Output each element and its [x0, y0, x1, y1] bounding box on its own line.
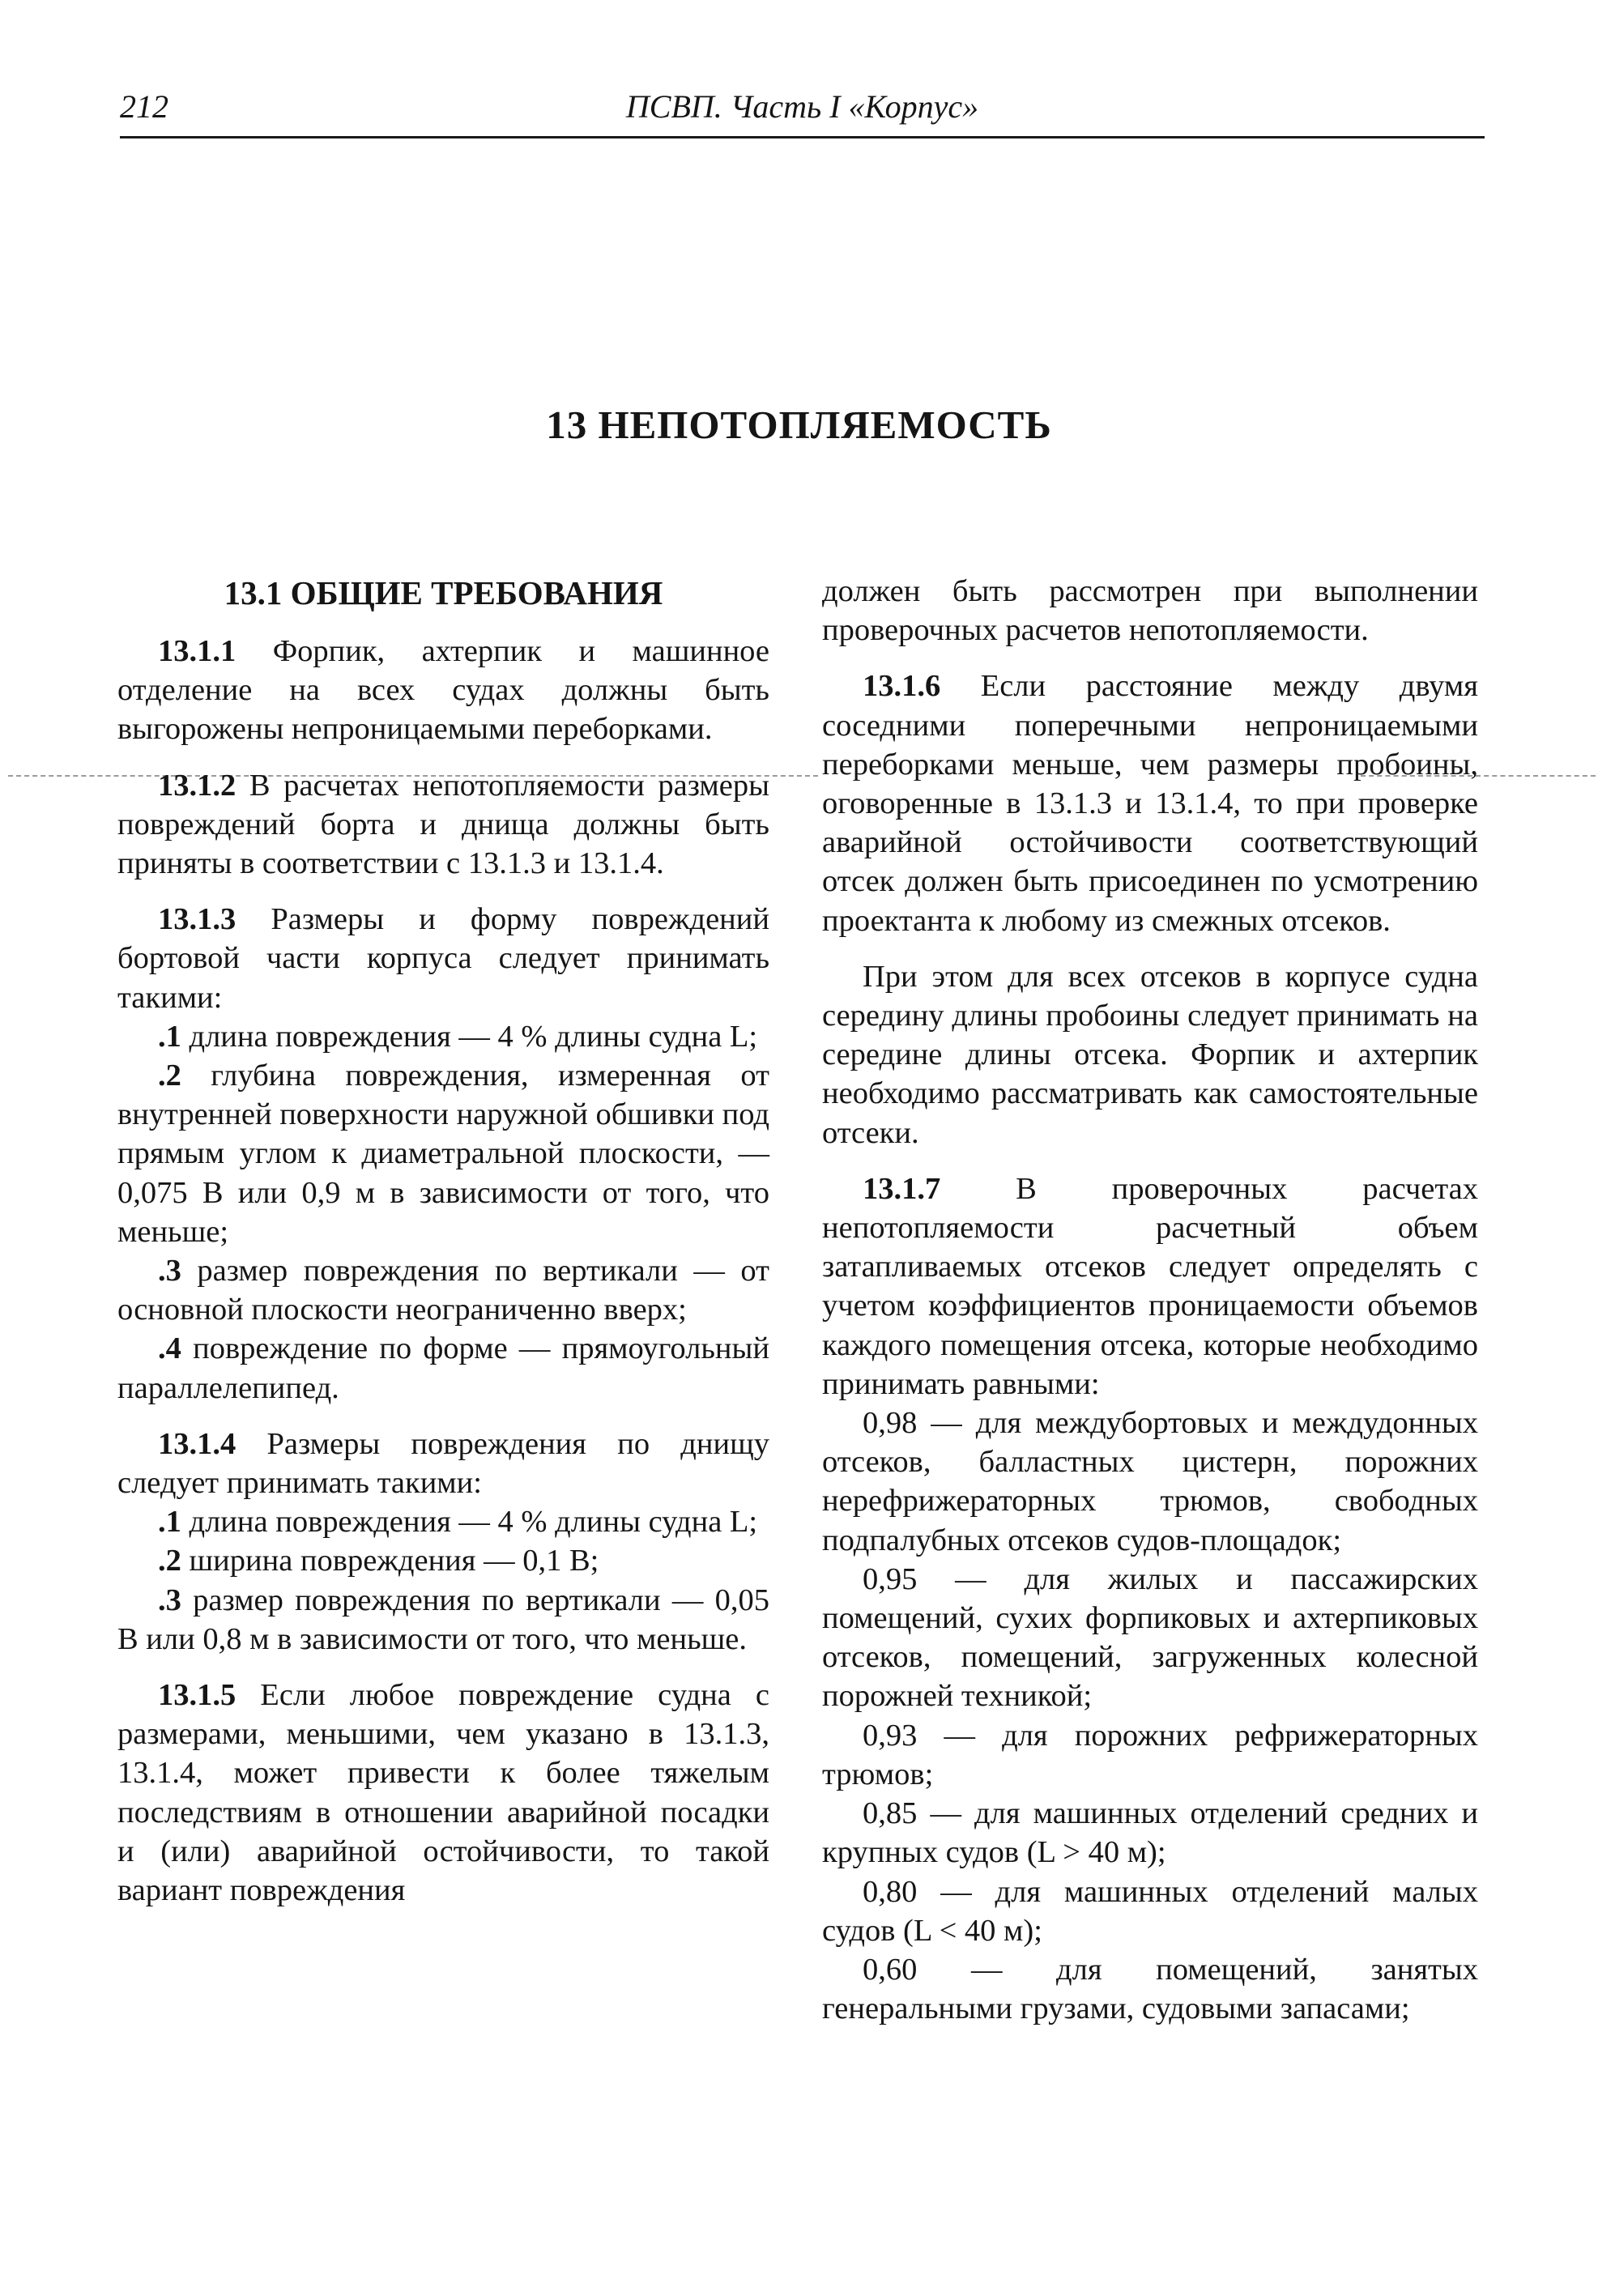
paragraph-13-1-6 [822, 667, 1478, 939]
paragraph-13-1-6-b: При этом для всех отсеков в корпусе судна середину длины пробоины следует принимать на середине длины отсека. Форпик и ахтерпик необходимо рассматривать как самостоятельные отсеки. [822, 959, 1478, 1150]
clause-text: В проверочных расчетах непотопляемости расчетный объем затапливаемых отсеков следует определять с учетом коэффициентов проницаемости объемов каждого помещения отсека, которые необходимо принимать равными: [822, 1171, 1478, 1401]
clause-number: 13.1.3 [158, 902, 237, 937]
coefficient-item: 0,60 — для помещений, занятых генеральными грузами, судовыми запасами; [822, 1952, 1478, 2026]
right-column [822, 572, 1478, 2028]
paragraph-13-1-3 [117, 900, 769, 1017]
item-text: длина повреждения — 4 % длины судна L; [181, 1019, 758, 1054]
list-item [117, 1251, 769, 1329]
left-column [117, 572, 769, 1910]
coefficient-item: 0,93 — для порожних рефрижераторных трюмов; [822, 1718, 1478, 1791]
item-number: .2 [158, 1059, 181, 1093]
running-header [120, 87, 1485, 138]
item-text: размер повреждения по вертикали — 0,05 B или 0,8 м в зависимости от того, что меньше. [117, 1582, 769, 1656]
clause-text: Размеры повреждения по днищу следует принимать такими: [117, 1426, 769, 1501]
paragraph-13-1-5-continued: должен быть рассмотрен при выполнении проверочных расчетов непотопляемости. [822, 574, 1478, 648]
list-item [117, 1581, 769, 1659]
list-item [117, 1056, 769, 1251]
section-heading: 13.1 ОБЩИЕ ТРЕБОВАНИЯ [224, 574, 663, 611]
paragraph-13-1-7 [822, 1169, 1478, 1404]
clause-number: 13.1.4 [158, 1426, 237, 1461]
list-item [117, 1017, 769, 1056]
list-item [117, 1541, 769, 1580]
item-text: размер повреждения по вертикали — от основной плоскости неограниченно вверх; [117, 1254, 769, 1327]
item-number: .3 [158, 1254, 181, 1289]
coefficient-item: 0,95 — для жилых и пассажирских помещений, сухих форпиковых и ахтерпиковых отсеков, помещений, загруженных колесной порожней техникой; [822, 1561, 1478, 1714]
coefficient-item: 0,80 — для машинных отделений малых судов (L < 40 м); [822, 1874, 1478, 1948]
item-text: ширина повреждения — 0,1 B; [181, 1544, 599, 1578]
clause-number: 13.1.1 [158, 634, 237, 668]
coefficient-item: 0,85 — для машинных отделений средних и крупных судов (L > 40 м); [822, 1796, 1478, 1870]
running-header-title: ПСВП. Часть I «Корпус» [625, 88, 979, 125]
item-text: повреждение по форме — прямоугольный параллелепипед. [117, 1331, 769, 1405]
clause-text: Если любое повреждение судна с размерами, меньшими, чем указано в 13.1.3, 13.1.4, может привести к более тяжелым последствиям в отношении аварийной посадки и (или) аварийной остойчивости, то такой вариант повреждения [117, 1678, 769, 1908]
clause-text: Если расстояние между двумя соседними поперечными непроницаемыми переборками меньше, чем размеры пробоины, оговоренные в 13.1.3 и 13.1.4, то при проверке аварийной остойчивости соответствующий отсек должен быть присоединен по усмотрению проектанта к любому из смежных отсеков. [822, 669, 1478, 938]
coefficient-item: 0,98 — для междубортовых и междудонных отсеков, балластных цистерн, порожних нерефрижераторных трюмов, свободных подпалубных отсеков судов-площадок; [822, 1406, 1478, 1557]
item-number: .2 [158, 1544, 181, 1578]
paragraph-13-1-4 [117, 1425, 769, 1502]
paragraph-13-1-1 [117, 632, 769, 749]
clause-number: 13.1.2 [158, 768, 237, 803]
item-number: .1 [158, 1019, 181, 1054]
clause-text: Форпик, ахтерпик и машинное отделение на всех судах должны быть выгорожены непроницаемыми переборками. [117, 634, 769, 747]
item-text: длина повреждения — 4 % длины судна L; [181, 1505, 758, 1540]
paragraph-13-1-5 [117, 1676, 769, 1910]
list-item [117, 1502, 769, 1541]
chapter-title: 13 НЕПОТОПЛЯЕМОСТЬ [546, 403, 1052, 447]
item-text: глубина повреждения, измеренная от внутренней поверхности наружной обшивки под прямым углом к диаметральной плоскости, — 0,075 B или 0,9 м в зависимости от того, что меньше; [117, 1059, 769, 1249]
paragraph-13-1-2 [117, 766, 769, 884]
list-item [117, 1329, 769, 1407]
clause-number: 13.1.6 [863, 669, 941, 704]
clause-text: Размеры и форму повреждений бортовой части корпуса следует принимать такими: [117, 902, 769, 1015]
clause-number: 13.1.5 [158, 1678, 237, 1713]
item-number: .1 [158, 1505, 181, 1540]
item-number: .3 [158, 1582, 181, 1617]
clause-number: 13.1.7 [863, 1171, 941, 1206]
item-number: .4 [158, 1331, 181, 1366]
clause-text: В расчетах непотопляемости размеры повреждений борта и днища должны быть приняты в соответствии с 13.1.3 и 13.1.4. [117, 768, 769, 881]
page-number: 212 [120, 88, 168, 125]
